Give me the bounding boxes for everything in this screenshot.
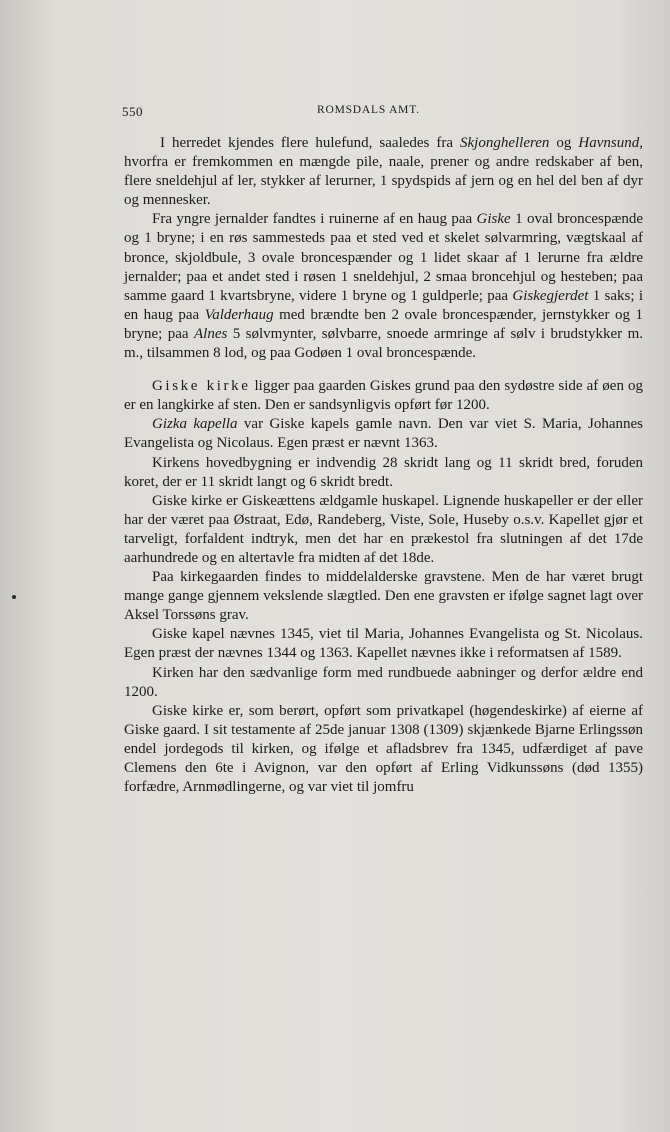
paragraph-giske-kirke: Giske kirke ligger paa gaarden Giskes grund paa den sydøstre side af øen og er en langkirke af sten. Den er sandsynligvis opført før 1200.: [124, 378, 643, 414]
page-number: 550: [122, 104, 143, 119]
paragraph-huskapel: Giske kirke er Giskeættens ældgamle huskapel. Lignende huskapeller er der eller har der været paa Østraat, Edø, Randeberg, Viste, Sole, Huseby o.s.v. Kapellet gjør et tarveligt, forfaldent indtryk, men det har en prækestol fra slutningen af det 17de aarhundrede og en altertavle fra midten af det 18de.: [124, 492, 643, 566]
place-name: Giskegjerdet: [512, 287, 589, 304]
page-header: [122, 104, 625, 124]
historic-name: Gizka kapella: [152, 416, 238, 433]
body-text: [124, 134, 643, 797]
paragraph-iron-age-finds: Fra yngre jernalder fandtes i ruinerne af en haug paa Giske 1 oval broncespænde og 1 bryne; i en røs sammesteds paa et sted ved et skelet sølvarmring, vægtskaal af bronce, skjoldbule, 3 ovale broncespænder og 1 lidet skaar af 1 lerurne fra ældre jernalder; paa et andet sted i røsen 1 sneldehjul, 2 smaa broncehjul og hesteben; paa samme gaard 1 kvartsbryne, videre 1 bryne og 1 guldperle; paa Giskegjerdet 1 saks; i en haug paa Valderhaug med brændte ben 2 ovale broncespænder, jernstykker og 1 bryne; paa Alnes 5 sølvmynter, sølvbarre, snoede armringe af sølv i brudstykker m. m., tilsammen 8 lod, og paa Godøen 1 oval broncespænde.: [124, 211, 644, 362]
scan-speck: [12, 595, 16, 599]
section-gap: [124, 363, 643, 377]
paragraph-dimensions: Kirkens hovedbygning er indvendig 28 skridt lang og 11 skridt bred, foruden koret, der er 11 skridt langt og 6 skridt bredt.: [124, 454, 643, 490]
paragraph-form: Kirken har den sædvanlige form med rundbuede aabninger og derfor ældre end 1200.: [124, 664, 643, 700]
running-title: ROMSDALS AMT.: [317, 104, 420, 116]
place-name: Havnsund: [578, 135, 640, 151]
section-heading: Giske kirke: [152, 378, 251, 395]
place-name: Valderhaug: [204, 306, 274, 323]
paragraph-gravestones: Paa kirkegaarden findes to middelalderske gravstene. Men de har været brugt mange gange gjennem vekslende slægtled. Den ene gravsten er ifølge sagnet lagt over Aksel Torssøns grav.: [124, 569, 643, 624]
paragraph-private-chapel: Giske kirke er, som berørt, opført som privatkapel (høgendeskirke) af eierne af Giske gaard. I sit testamente af 25de januar 1308 (1309) skjænkede Bjarne Erlingssøn endel jordegods til kirken, og ifølge et afladsbrev fra 1345, udfærdiget af pave Clemens den 6te i Avignon, var den opført af Erling Vidkunssøns (død 1355) forfædre, Arnmødlingerne, og var viet til jomfru: [124, 702, 643, 796]
paragraph-gizka-kapella: Gizka kapella var Giske kapels gamle navn. Den var viet S. Maria, Johannes Evangelista og Nicolaus. Egen præst er nævnt 1363.: [124, 416, 643, 452]
place-name: Skjonghelleren: [460, 135, 550, 151]
paragraph-cave-finds: I herredet kjendes flere hulefund, saaledes fra Skjonghelleren og Havnsund, hvorfra er fremkommen en mængde pile, naale, prener og andre redskaber af ben, flere sneldehjul af ler, stykker af lerurner, 1 spydspids af jern og en hel del ben af dyr og mennesker.: [124, 135, 643, 209]
place-name: Alnes: [194, 325, 228, 342]
place-name: Giske: [476, 211, 511, 228]
paragraph-giske-kapel-1345: Giske kapel nævnes 1345, viet til Maria, Johannes Evangelista og St. Nicolaus. Egen præst der nævnes 1344 og 1363. Kapellet nævnes ikke i reformatsen af 1589.: [124, 626, 643, 662]
